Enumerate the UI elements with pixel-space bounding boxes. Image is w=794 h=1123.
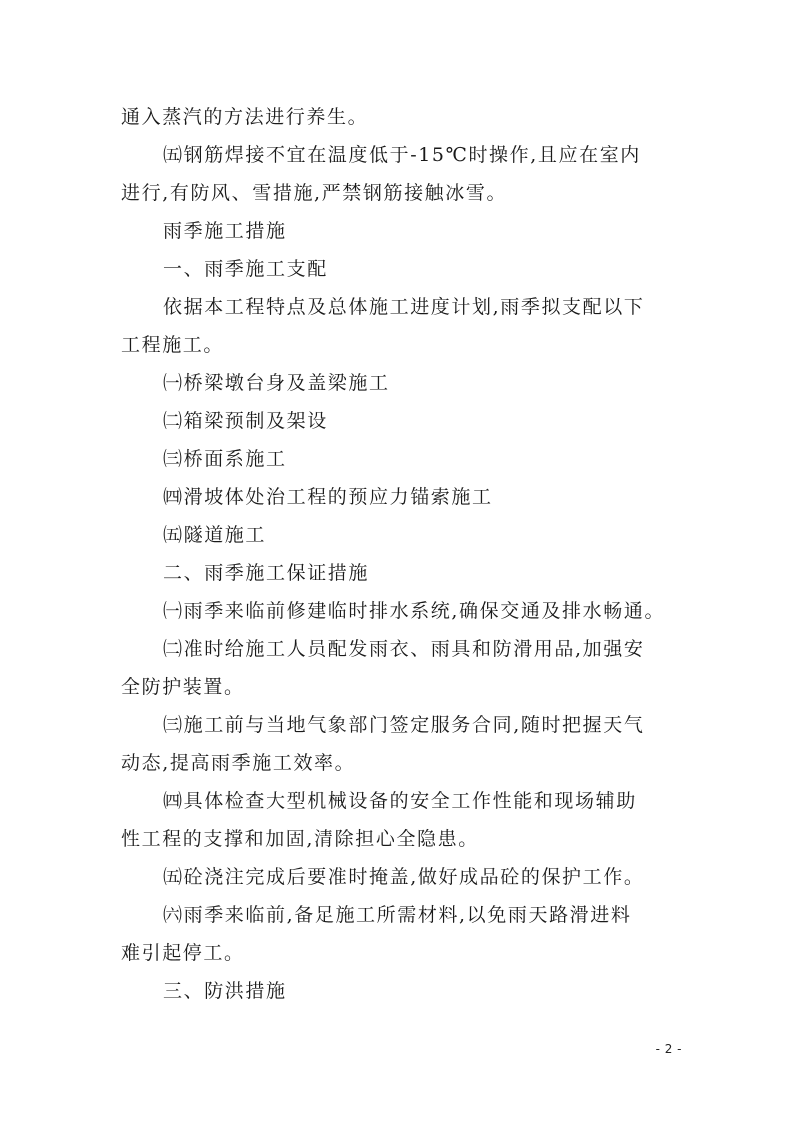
list-item: ㈣具体检查大型机械设备的安全工作性能和现场辅助 xyxy=(163,790,637,812)
text-line: 动态,提高雨季施工效率。 xyxy=(121,752,356,774)
text-line: 性工程的支撑和加固,清除担心全隐患。 xyxy=(121,828,479,850)
list-item: ㈢桥面系施工 xyxy=(163,448,287,470)
text-line: 工程施工。 xyxy=(121,334,225,356)
list-item: ㈢施工前与当地气象部门签定服务合同,随时把握天气 xyxy=(163,714,645,736)
text-line: 通入蒸汽的方法进行养生。 xyxy=(121,106,369,128)
list-item: ㈥雨季来临前,备足施工所需材料,以免雨天路滑进料 xyxy=(163,904,632,926)
text-line: 难引起停工。 xyxy=(121,942,245,964)
list-item: ㈠雨季来临前修建临时排水系统,确保交通及排水畅通。 xyxy=(163,600,666,622)
subsection-heading: 一、雨季施工支配 xyxy=(163,258,328,280)
list-item: ㈤隧道施工 xyxy=(163,524,267,546)
list-item: ㈠桥梁墩台身及盖梁施工 xyxy=(163,372,390,394)
text-line: 进行,有防风、雪措施,严禁钢筋接触冰雪。 xyxy=(121,182,508,204)
section-heading: 雨季施工措施 xyxy=(163,220,287,242)
text-line: 全防护装置。 xyxy=(121,676,245,698)
subsection-heading: 二、雨季施工保证措施 xyxy=(163,562,370,584)
text-line: ㈤钢筋焊接不宜在温度低于-15℃时操作,且应在室内 xyxy=(163,144,641,166)
subsection-heading: 三、防洪措施 xyxy=(163,980,287,1002)
list-item: ㈡准时给施工人员配发雨衣、雨具和防滑用品,加强安 xyxy=(163,638,645,660)
page-number: - 2 - xyxy=(655,1042,682,1056)
list-item: ㈣滑坡体处治工程的预应力锚索施工 xyxy=(163,486,493,508)
list-item: ㈤砼浇注完成后要准时掩盖,做好成品砼的保护工作。 xyxy=(163,866,645,888)
text-line: 依据本工程特点及总体施工进度计划,雨季拟支配以下 xyxy=(163,296,645,318)
list-item: ㈡箱梁预制及架设 xyxy=(163,410,328,432)
